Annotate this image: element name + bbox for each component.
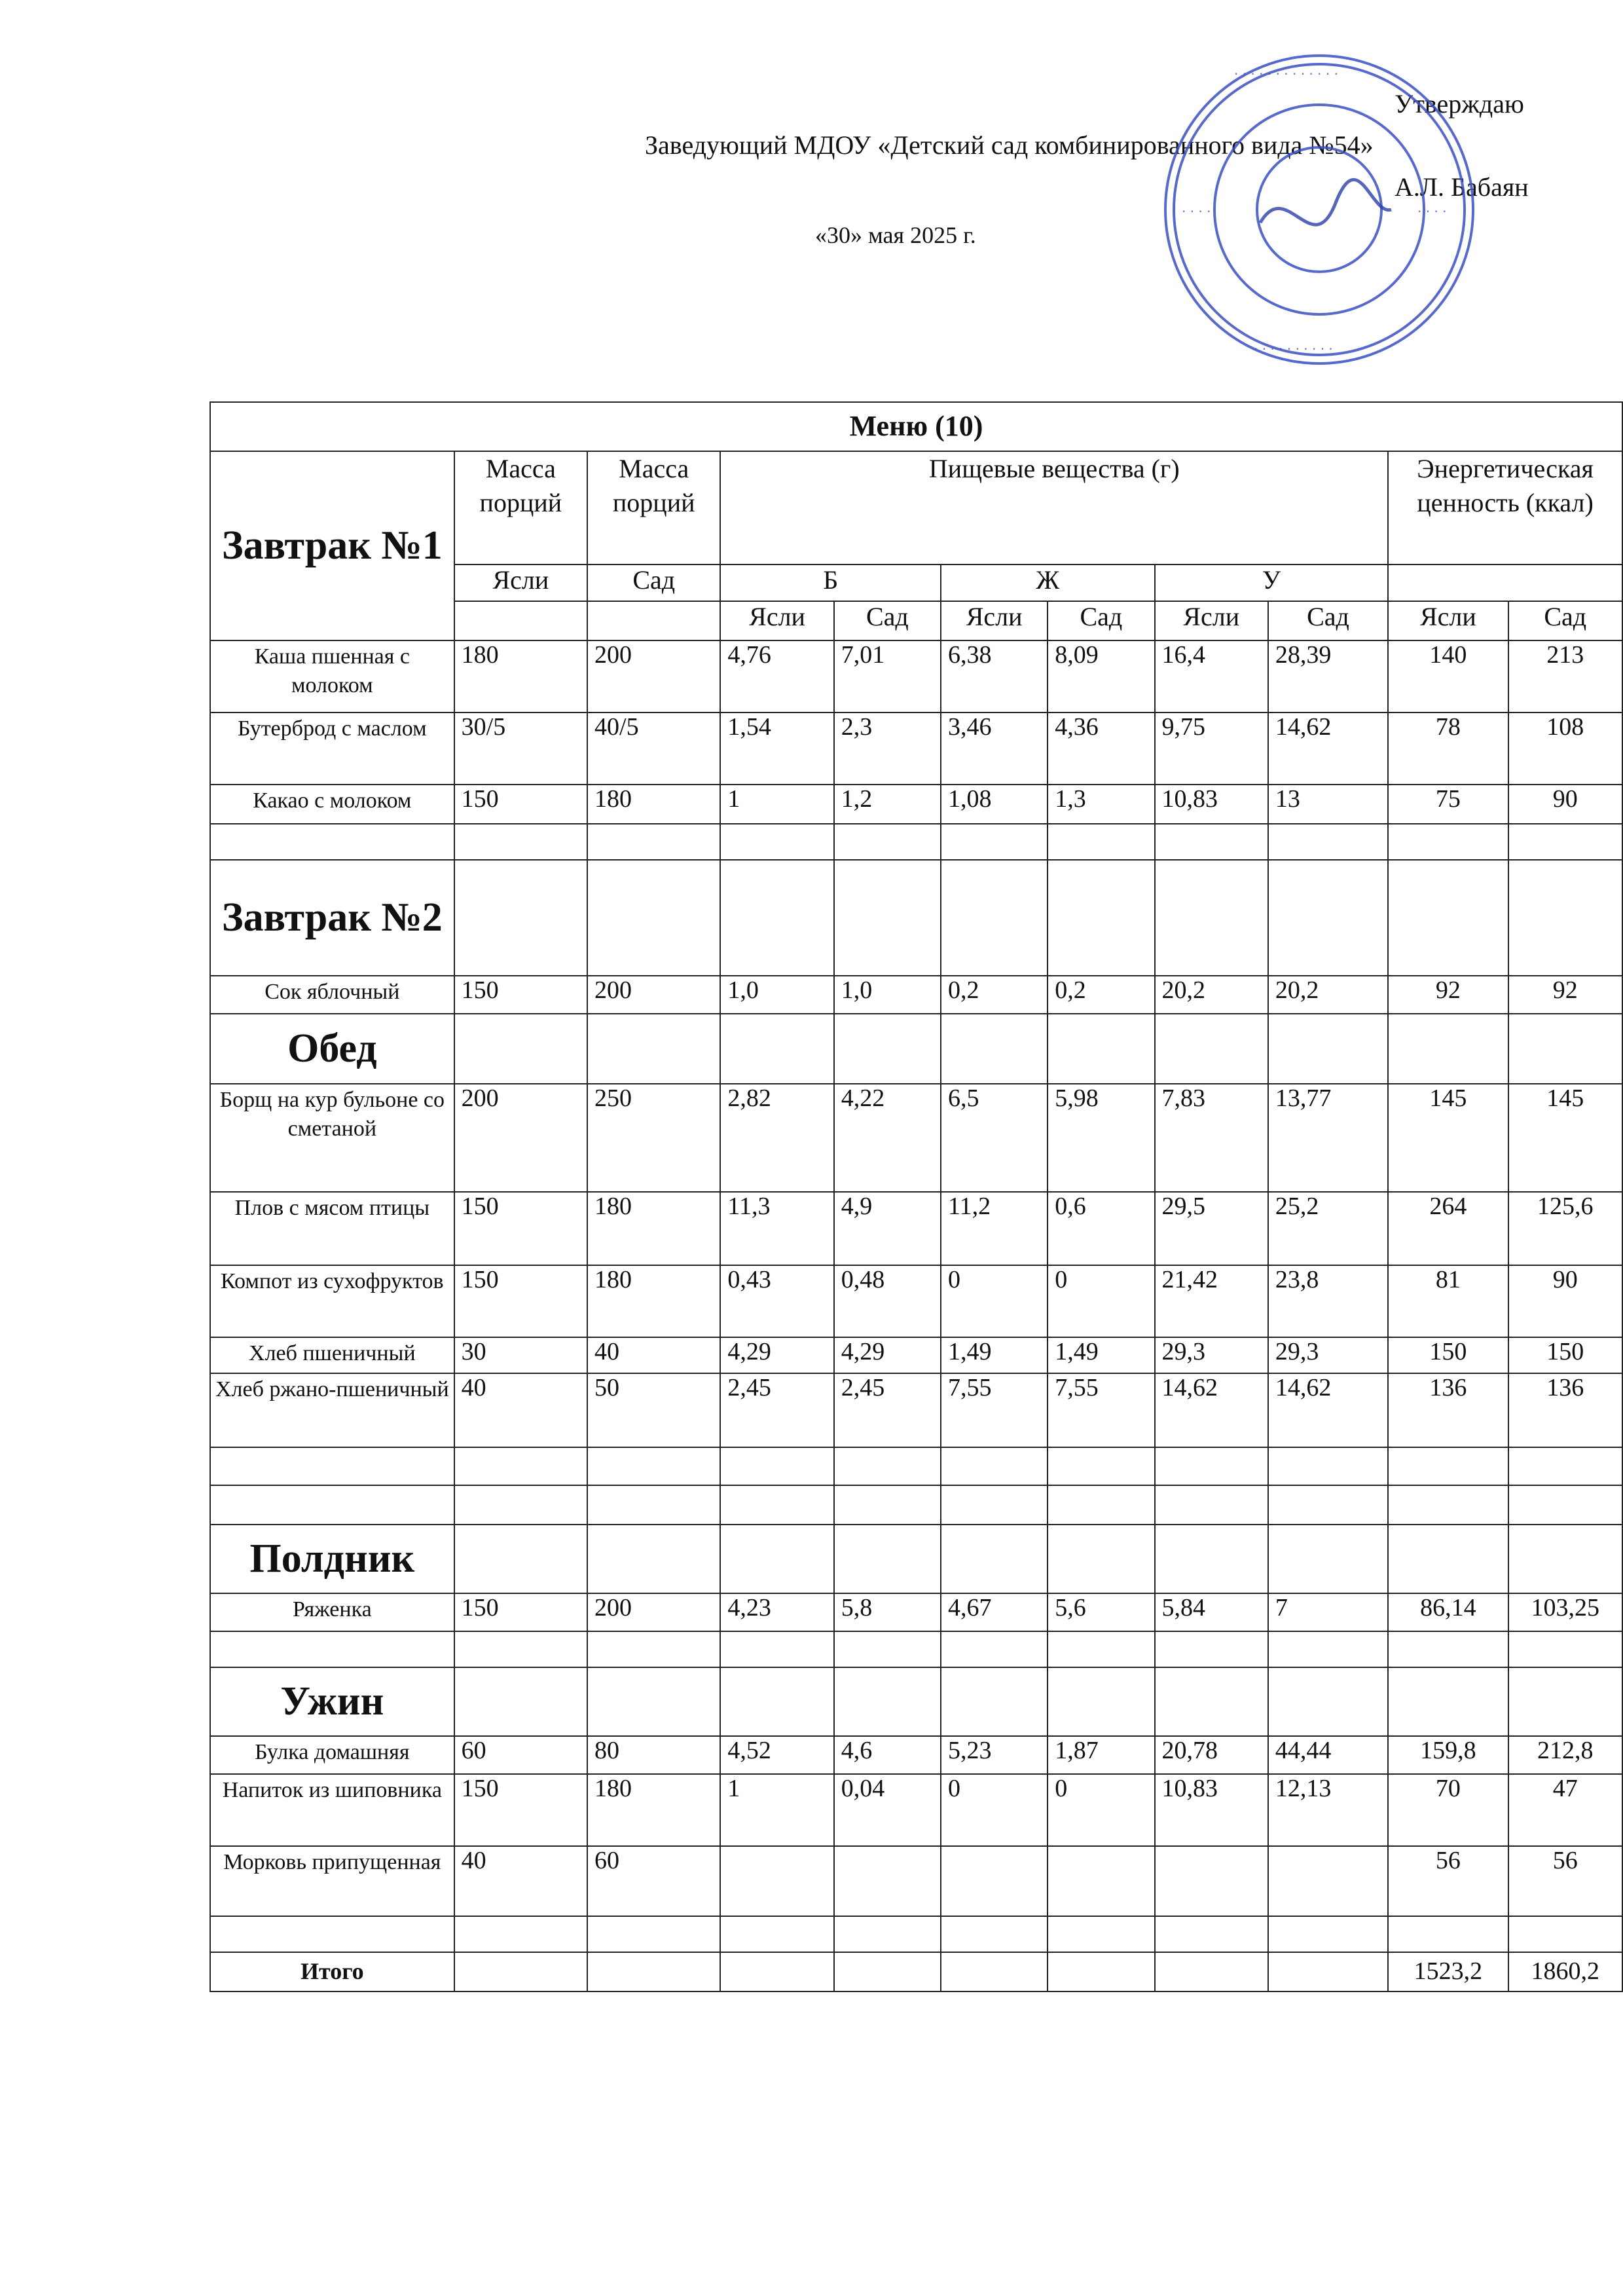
cell: 92	[1508, 976, 1622, 1014]
cell: 29,5	[1155, 1192, 1268, 1265]
sub-b-yasli: Ясли	[720, 601, 833, 640]
table-row	[210, 1774, 1622, 1846]
empty-cell	[454, 601, 587, 640]
cell: 1,3	[1048, 785, 1154, 824]
cell: 1,0	[720, 976, 833, 1014]
cell: 180	[587, 1265, 720, 1337]
cell: 20,2	[1155, 976, 1268, 1014]
sub-u: У	[1155, 565, 1389, 601]
cell: 40	[454, 1846, 587, 1916]
cell	[1155, 1846, 1268, 1916]
empty-row	[210, 1485, 1622, 1525]
cell: 1,08	[941, 785, 1048, 824]
table-row	[210, 1593, 1622, 1631]
empty-row	[210, 1916, 1622, 1952]
cell: 1,87	[1048, 1736, 1154, 1774]
cell: 20,2	[1268, 976, 1388, 1014]
cell: 136	[1388, 1373, 1508, 1447]
table-row	[210, 1265, 1622, 1337]
cell: 136	[1508, 1373, 1622, 1447]
cell: 0	[941, 1774, 1048, 1846]
cell: 2,45	[720, 1373, 833, 1447]
empty-cell	[587, 601, 720, 640]
table-row	[210, 785, 1622, 824]
cell: 1,49	[941, 1337, 1048, 1373]
svg-text:· · · · · · · · · · · · ·: · · · · · · · · · · · · ·	[1234, 66, 1338, 82]
dish-name: Напиток из шиповника	[210, 1774, 454, 1846]
table-row	[210, 640, 1622, 713]
meal-lunch: Обед	[210, 1014, 454, 1084]
cell: 4,67	[941, 1593, 1048, 1631]
cell: 180	[454, 640, 587, 713]
cell: 40	[454, 1373, 587, 1447]
cell: 12,13	[1268, 1774, 1388, 1846]
menu-title: Меню (10)	[210, 402, 1622, 451]
cell: 150	[454, 785, 587, 824]
cell: 14,62	[1268, 713, 1388, 785]
total-sad: 1860,2	[1508, 1952, 1622, 1991]
sub-zh: Ж	[941, 565, 1155, 601]
cell: 81	[1388, 1265, 1508, 1337]
cell: 212,8	[1508, 1736, 1622, 1774]
table-row	[210, 1736, 1622, 1774]
dish-name: Плов с мясом птицы	[210, 1192, 454, 1265]
sub-zh-yasli: Ясли	[941, 601, 1048, 640]
table-row	[210, 1014, 1622, 1084]
cell: 11,2	[941, 1192, 1048, 1265]
cell: 1	[720, 785, 833, 824]
cell: 13	[1268, 785, 1388, 824]
cell: 4,29	[834, 1337, 941, 1373]
cell: 1,49	[1048, 1337, 1154, 1373]
cell: 180	[587, 1192, 720, 1265]
meal-breakfast1: Завтрак №1	[210, 451, 454, 640]
table-row	[210, 713, 1622, 785]
cell: 86,14	[1388, 1593, 1508, 1631]
cell: 0,04	[834, 1774, 941, 1846]
sub-sad: Сад	[587, 565, 720, 601]
sub-kcal-sad: Сад	[1508, 601, 1622, 640]
table-row	[210, 1846, 1622, 1916]
cell: 40/5	[587, 713, 720, 785]
svg-text:· · · ·: · · · ·	[1182, 204, 1211, 219]
table-row	[210, 1525, 1622, 1593]
cell: 1,0	[834, 976, 941, 1014]
cell: 4,9	[834, 1192, 941, 1265]
cell: 5,84	[1155, 1593, 1268, 1631]
cell: 11,3	[720, 1192, 833, 1265]
meal-snack: Полдник	[210, 1525, 454, 1593]
cell: 200	[587, 640, 720, 713]
cell: 21,42	[1155, 1265, 1268, 1337]
cell: 16,4	[1155, 640, 1268, 713]
cell: 56	[1388, 1846, 1508, 1916]
sub-kcal-yasli: Ясли	[1388, 601, 1508, 640]
cell: 180	[587, 785, 720, 824]
total-yasli: 1523,2	[1388, 1952, 1508, 1991]
dish-name: Морковь припущенная	[210, 1846, 454, 1916]
cell: 4,6	[834, 1736, 941, 1774]
sub-b: Б	[720, 565, 941, 601]
cell: 70	[1388, 1774, 1508, 1846]
cell: 0,43	[720, 1265, 833, 1337]
cell: 80	[587, 1736, 720, 1774]
cell: 50	[587, 1373, 720, 1447]
cell: 4,23	[720, 1593, 833, 1631]
sub-zh-sad: Сад	[1048, 601, 1154, 640]
cell: 23,8	[1268, 1265, 1388, 1337]
sub-yasli: Ясли	[454, 565, 587, 601]
sub-b-sad: Сад	[834, 601, 941, 640]
cell: 60	[587, 1846, 720, 1916]
cell: 150	[454, 1593, 587, 1631]
nutrients-header: Пищевые вещества (г)	[720, 451, 1388, 565]
cell: 4,76	[720, 640, 833, 713]
cell: 150	[454, 976, 587, 1014]
cell: 14,62	[1155, 1373, 1268, 1447]
cell: 7,55	[1048, 1373, 1154, 1447]
dish-name: Компот из сухофруктов	[210, 1265, 454, 1337]
signature-mark	[1260, 179, 1391, 225]
cell: 60	[454, 1736, 587, 1774]
total-label: Итого	[210, 1952, 454, 1991]
cell: 180	[587, 1774, 720, 1846]
cell: 6,5	[941, 1084, 1048, 1192]
mass-header-sad: Масса порций	[587, 451, 720, 565]
cell: 56	[1508, 1846, 1622, 1916]
table-row	[210, 1084, 1622, 1192]
table-row	[210, 860, 1622, 976]
cell: 78	[1388, 713, 1508, 785]
cell: 75	[1388, 785, 1508, 824]
cell: 145	[1508, 1084, 1622, 1192]
svg-text:· · · ·: · · · ·	[1417, 204, 1447, 219]
meal-dinner: Ужин	[210, 1667, 454, 1736]
empty-row	[210, 824, 1622, 860]
menu-table	[210, 401, 1623, 1992]
cell: 0	[1048, 1774, 1154, 1846]
cell: 1	[720, 1774, 833, 1846]
cell: 25,2	[1268, 1192, 1388, 1265]
svg-text:· · · · · · · · · ·: · · · · · · · · · ·	[1254, 341, 1333, 357]
cell: 0	[1048, 1265, 1154, 1337]
director-name: А.Л. Бабаян	[1395, 172, 1529, 202]
cell: 90	[1508, 785, 1622, 824]
cell	[941, 1846, 1048, 1916]
mass-header-yasli: Масса порций	[454, 451, 587, 565]
cell: 47	[1508, 1774, 1622, 1846]
table-row	[210, 1337, 1622, 1373]
cell: 5,98	[1048, 1084, 1154, 1192]
cell: 159,8	[1388, 1736, 1508, 1774]
dish-name: Какао с молоком	[210, 785, 454, 824]
cell: 108	[1508, 713, 1622, 785]
cell: 200	[587, 976, 720, 1014]
cell: 14,62	[1268, 1373, 1388, 1447]
cell: 1,54	[720, 713, 833, 785]
cell: 150	[1508, 1337, 1622, 1373]
cell: 250	[587, 1084, 720, 1192]
meal-breakfast2: Завтрак №2	[210, 860, 454, 976]
cell: 92	[1388, 976, 1508, 1014]
sub-u-sad: Сад	[1268, 601, 1388, 640]
cell: 0,6	[1048, 1192, 1154, 1265]
cell: 1,2	[834, 785, 941, 824]
dish-name: Хлеб пшеничный	[210, 1337, 454, 1373]
sub-u-yasli: Ясли	[1155, 601, 1268, 640]
table-row	[210, 976, 1622, 1014]
approval-label: Утверждаю	[1395, 89, 1524, 119]
cell: 2,82	[720, 1084, 833, 1192]
cell: 20,78	[1155, 1736, 1268, 1774]
cell: 4,22	[834, 1084, 941, 1192]
cell: 8,09	[1048, 640, 1154, 713]
dish-name: Ряженка	[210, 1593, 454, 1631]
cell: 5,23	[941, 1736, 1048, 1774]
cell: 150	[454, 1774, 587, 1846]
dish-name: Борщ на кур бульоне со сметаной	[210, 1084, 454, 1192]
dish-name: Бутерброд с маслом	[210, 713, 454, 785]
cell	[1268, 1846, 1388, 1916]
cell: 9,75	[1155, 713, 1268, 785]
cell: 140	[1388, 640, 1508, 713]
cell: 200	[587, 1593, 720, 1631]
cell: 7,55	[941, 1373, 1048, 1447]
cell: 2,3	[834, 713, 941, 785]
cell: 7,83	[1155, 1084, 1268, 1192]
cell: 0,48	[834, 1265, 941, 1337]
cell: 103,25	[1508, 1593, 1622, 1631]
table-row	[210, 1192, 1622, 1265]
cell: 10,83	[1155, 785, 1268, 824]
cell: 150	[1388, 1337, 1508, 1373]
empty-cell	[1388, 565, 1622, 601]
cell: 29,3	[1268, 1337, 1388, 1373]
cell	[834, 1846, 941, 1916]
empty-row	[210, 1631, 1622, 1667]
cell: 4,36	[1048, 713, 1154, 785]
cell: 200	[454, 1084, 587, 1192]
cell: 6,38	[941, 640, 1048, 713]
cell: 4,29	[720, 1337, 833, 1373]
cell: 90	[1508, 1265, 1622, 1337]
table-row	[210, 1373, 1622, 1447]
cell: 30/5	[454, 713, 587, 785]
dish-name: Каша пшенная с молоком	[210, 640, 454, 713]
cell: 150	[454, 1265, 587, 1337]
approval-date: «30» мая 2025 г.	[815, 222, 976, 248]
cell: 264	[1388, 1192, 1508, 1265]
cell: 28,39	[1268, 640, 1388, 713]
cell: 0,2	[1048, 976, 1154, 1014]
cell	[720, 1846, 833, 1916]
cell: 0,2	[941, 976, 1048, 1014]
dish-name: Сок яблочный	[210, 976, 454, 1014]
cell: 5,8	[834, 1593, 941, 1631]
cell: 4,52	[720, 1736, 833, 1774]
cell: 2,45	[834, 1373, 941, 1447]
director-title: Заведующий МДОУ «Детский сад комбинированного вида №54»	[645, 130, 1374, 160]
energy-header: Энергетическая ценность (ккал)	[1388, 451, 1622, 565]
dish-name: Булка домашняя	[210, 1736, 454, 1774]
dish-name: Хлеб ржано-пшеничный	[210, 1373, 454, 1447]
cell: 3,46	[941, 713, 1048, 785]
cell: 7	[1268, 1593, 1388, 1631]
cell: 7,01	[834, 640, 941, 713]
cell: 40	[587, 1337, 720, 1373]
cell: 145	[1388, 1084, 1508, 1192]
cell	[1048, 1846, 1154, 1916]
cell: 150	[454, 1192, 587, 1265]
cell: 125,6	[1508, 1192, 1622, 1265]
table-row	[210, 1667, 1622, 1736]
cell: 29,3	[1155, 1337, 1268, 1373]
official-seal-stamp	[1156, 46, 1483, 373]
cell: 30	[454, 1337, 587, 1373]
cell: 44,44	[1268, 1736, 1388, 1774]
empty-row	[210, 1447, 1622, 1485]
cell: 213	[1508, 640, 1622, 713]
cell: 13,77	[1268, 1084, 1388, 1192]
cell: 5,6	[1048, 1593, 1154, 1631]
total-row	[210, 1952, 1622, 1991]
cell: 10,83	[1155, 1774, 1268, 1846]
cell: 0	[941, 1265, 1048, 1337]
